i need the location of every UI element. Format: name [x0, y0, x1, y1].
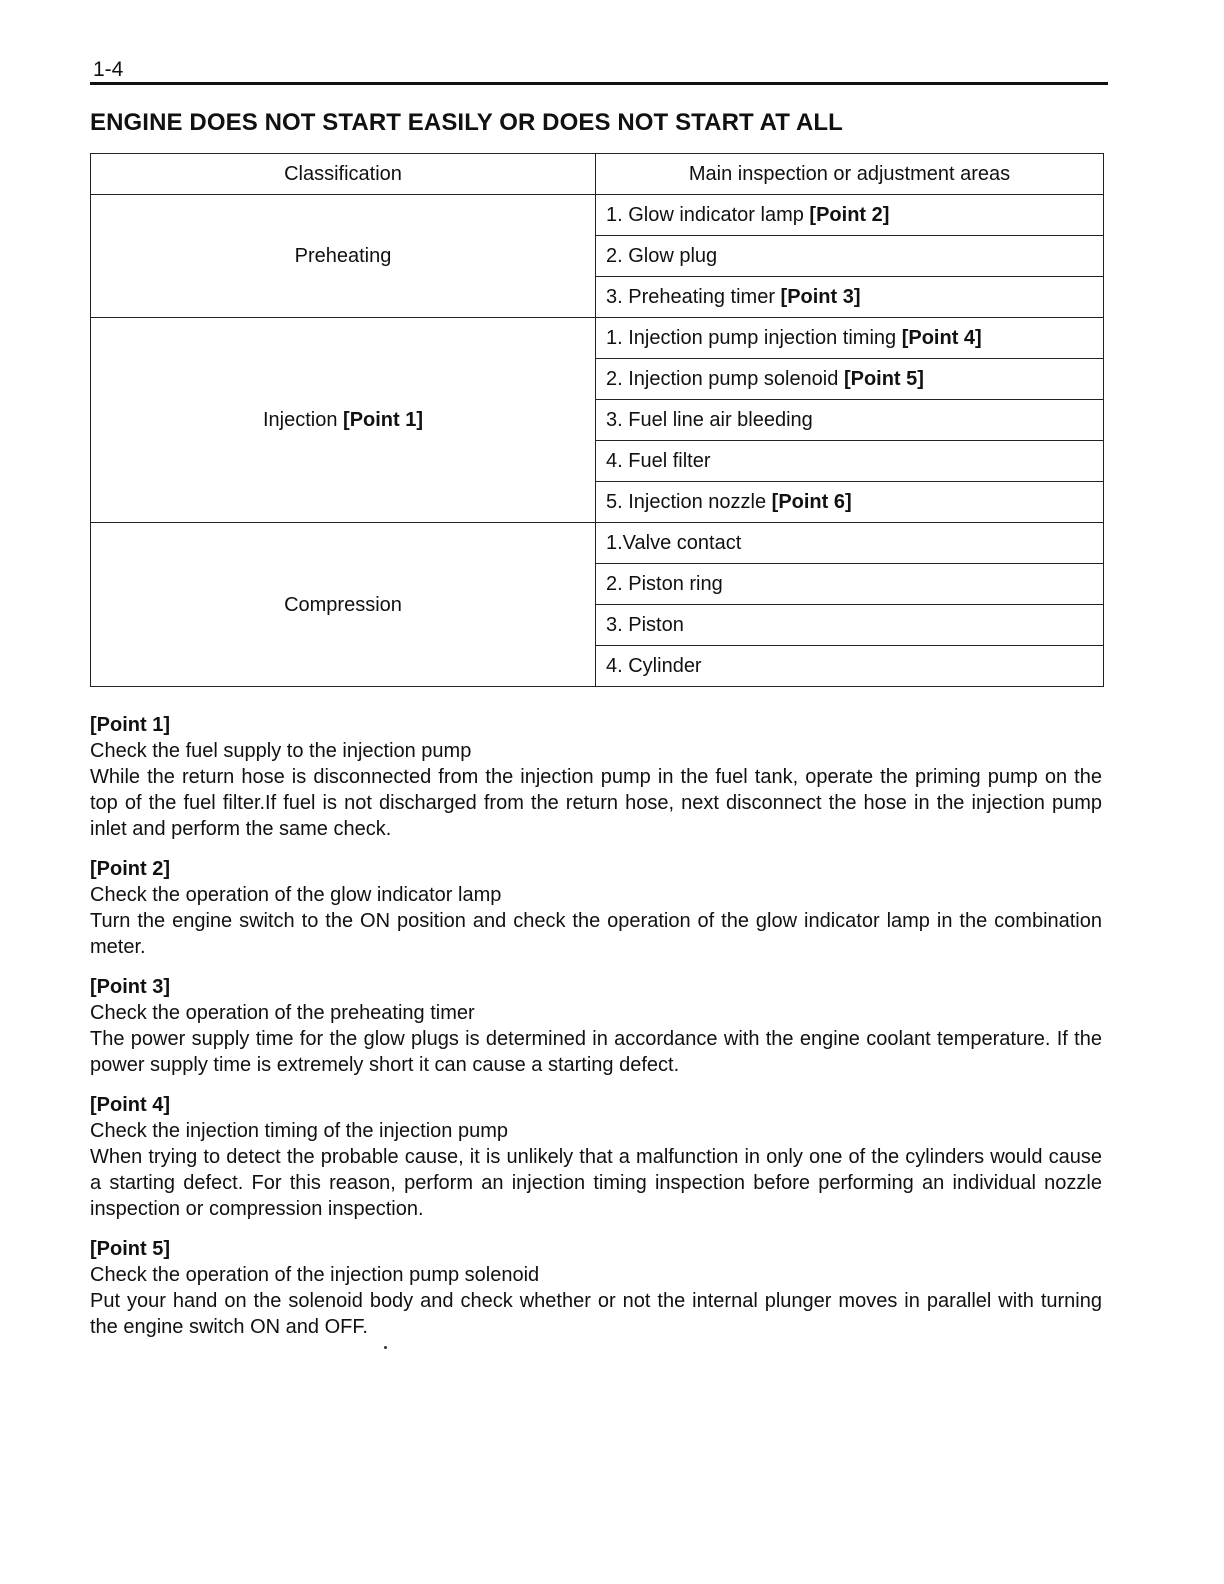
- inspection-item: [596, 359, 1104, 400]
- item-ref: [Point 3]: [780, 286, 861, 308]
- header-rule: [90, 82, 1108, 85]
- inspection-item: [596, 605, 1104, 646]
- classification-label: Injection: [262, 409, 344, 431]
- table-row: [91, 195, 1104, 236]
- classification-cell: [91, 523, 596, 687]
- item-text: 1.Valve contact: [606, 532, 742, 554]
- item-text: 1. Glow indicator lamp: [606, 204, 810, 226]
- classification-cell: [91, 318, 596, 523]
- item-text: 3. Fuel line air bleeding: [606, 409, 813, 431]
- classification-label: Compression: [284, 593, 402, 616]
- classification-cell: [91, 195, 596, 318]
- point-note-1: [90, 712, 1102, 842]
- point-heading: [Point 5]: [90, 1238, 170, 1260]
- point-body: When trying to detect the probable cause, it is unlikely that a malfunction in only one of the cylinders would cause a starting defect. For this reason, perform an injection timing inspection before performing an individual nozzle inspection or compression inspection.: [90, 1146, 1102, 1220]
- point-subtitle: Check the operation of the preheating timer: [90, 1002, 475, 1024]
- point-body: The power supply time for the glow plugs is determined in accordance with the engine coolant temperature. If the power supply time is extremely short it can cause a starting defect.: [90, 1028, 1102, 1076]
- page-number: 1-4: [93, 58, 124, 81]
- inspection-item: [596, 523, 1104, 564]
- point-body: Turn the engine switch to the ON position and check the operation of the glow indicator lamp in the combination meter.: [90, 910, 1102, 958]
- point-notes: [90, 712, 1102, 1354]
- item-text: 2. Injection pump solenoid: [606, 368, 844, 390]
- point-note-5: [90, 1236, 1102, 1340]
- point-body: Put your hand on the solenoid body and check whether or not the internal plunger moves in parallel with turning the engine switch ON and OFF.: [90, 1290, 1102, 1338]
- point-heading: [Point 3]: [90, 976, 170, 998]
- point-heading: [Point 1]: [90, 714, 170, 736]
- table-row: [91, 523, 1104, 564]
- stray-dot: [384, 1346, 387, 1349]
- inspection-item: [596, 400, 1104, 441]
- item-ref: [Point 4]: [901, 327, 982, 349]
- classification-label: Preheating: [294, 245, 392, 267]
- inspection-item: [596, 318, 1104, 359]
- item-ref: [Point 6]: [771, 491, 852, 513]
- point-subtitle: Check the fuel supply to the injection pump: [90, 740, 472, 762]
- point-subtitle: Check the operation of the glow indicator lamp: [90, 884, 502, 906]
- point-note-4: [90, 1092, 1102, 1222]
- point-note-3: [90, 974, 1102, 1078]
- item-text: 2. Glow plug: [606, 245, 718, 267]
- table-header-row: [91, 154, 1104, 195]
- item-ref: [Point 5]: [843, 368, 924, 390]
- inspection-item: [596, 441, 1104, 482]
- inspection-item: [596, 564, 1104, 605]
- point-heading: [Point 2]: [90, 858, 170, 880]
- item-text: 5. Injection nozzle: [606, 491, 772, 513]
- inspection-item: [596, 646, 1104, 687]
- classification-ref: [Point 1]: [343, 409, 424, 431]
- header-areas: Main inspection or adjustment areas: [596, 154, 1104, 195]
- item-text: 1. Injection pump injection timing: [606, 327, 902, 349]
- table-row: [91, 318, 1104, 359]
- item-text: 3. Piston: [606, 614, 684, 636]
- item-text: 3. Preheating timer: [606, 286, 781, 308]
- item-ref: [Point 2]: [809, 204, 890, 226]
- point-body: While the return hose is disconnected from the injection pump in the fuel tank, operate the priming pump on the top of the fuel filter.If fuel is not discharged from the return hose, next disconnect the hose in the injection pump inlet and perform the same check.: [90, 766, 1102, 840]
- point-subtitle: Check the operation of the injection pump solenoid: [90, 1264, 540, 1286]
- point-heading: [Point 4]: [90, 1094, 170, 1116]
- inspection-item: [596, 236, 1104, 277]
- item-text: 4. Cylinder: [606, 655, 702, 677]
- page-title: ENGINE DOES NOT START EASILY OR DOES NOT START AT ALL: [90, 109, 843, 136]
- inspection-item: [596, 277, 1104, 318]
- point-subtitle: Check the injection timing of the injection pump: [90, 1120, 509, 1142]
- inspection-item: [596, 482, 1104, 523]
- header-classification: Classification: [91, 154, 596, 195]
- item-text: 2. Piston ring: [606, 573, 723, 595]
- item-text: 4. Fuel filter: [606, 450, 711, 472]
- point-note-2: [90, 856, 1102, 960]
- inspection-item: [596, 195, 1104, 236]
- inspection-table: [90, 153, 1104, 687]
